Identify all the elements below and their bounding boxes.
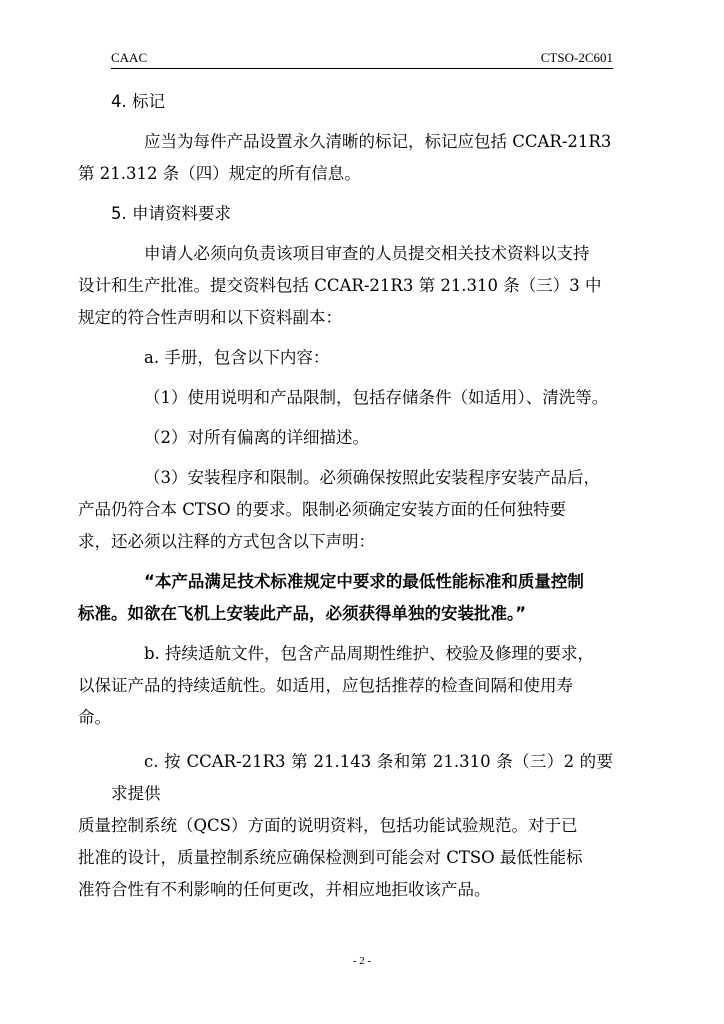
application-paragraph	[78, 238, 613, 334]
marking-paragraph	[78, 126, 613, 190]
statement-line-1: “本产品满足技术标准规定中要求的最低性能标准和质量控制	[144, 572, 584, 591]
section-4-title: 4. 标记	[111, 92, 165, 111]
item-a3-line-2: 产品仍符合本 CTSO 的要求。限制必须确定安装方面的任何独特要	[78, 500, 566, 519]
header-right-doc-id: CTSO-2C601	[540, 50, 613, 65]
installation-statement	[78, 566, 613, 630]
marking-line-1: 应当为每件产品设置永久清晰的标记，标记应包括 CCAR-21R3	[144, 132, 612, 151]
item-c	[78, 746, 613, 906]
item-a: a. 手册，包含以下内容：	[144, 348, 330, 367]
item-b	[78, 638, 613, 734]
marking-line-2: 第 21.312 条（四）规定的所有信息。	[78, 164, 361, 183]
page-header	[111, 50, 613, 69]
statement-line-2: 标准。如欲在飞机上安装此产品，必须获得单独的安装批准。”	[78, 604, 527, 623]
page-number: - 2 -	[352, 955, 372, 967]
item-a1: （1）使用说明和产品限制，包括存储条件（如适用）、清洗等。	[144, 388, 609, 407]
item-c-line-4: 准符合性有不利影响的任何更改，并相应地拒收该产品。	[78, 880, 491, 899]
section-5-title: 5. 申请资料要求	[111, 204, 231, 223]
application-line-3: 规定的符合性声明和以下资料副本：	[78, 308, 342, 327]
application-line-2: 设计和生产批准。提交资料包括 CCAR-21R3 第 21.310 条（三）3 中	[78, 276, 602, 295]
item-c-line-2: 质量控制系统（QCS）方面的说明资料，包括功能试验规范。对于已	[78, 816, 578, 835]
item-a3-line-1: （3）安装程序和限制。必须确保按照此安装程序安装产品后，	[144, 468, 600, 487]
application-line-1: 申请人必须向负责该项目审查的人员提交相关技术资料以支持	[144, 244, 590, 263]
item-c-line-1: c. 按 CCAR-21R3 第 21.143 条和第 21.310 条（三）2 的要求提供	[111, 752, 613, 803]
item-c-line-3: 批准的设计，质量控制系统应确保检测到可能会对 CTSO 最低性能标	[78, 848, 583, 867]
header-left-caac: CAAC	[111, 50, 148, 65]
item-b-line-2: 以保证产品的持续适航性。如适用，应包括推荐的检查间隔和使用寿	[78, 676, 573, 695]
item-b-line-1: b. 持续适航文件，包含产品周期性维护、校验及修理的要求，	[144, 644, 595, 663]
item-a3	[78, 462, 613, 558]
item-b-line-3: 命。	[78, 708, 111, 727]
item-a3-line-3: 求，还必须以注释的方式包含以下声明：	[78, 532, 375, 551]
item-a2: （2）对所有偏离的详细描述。	[144, 428, 369, 447]
document-body	[78, 86, 613, 906]
